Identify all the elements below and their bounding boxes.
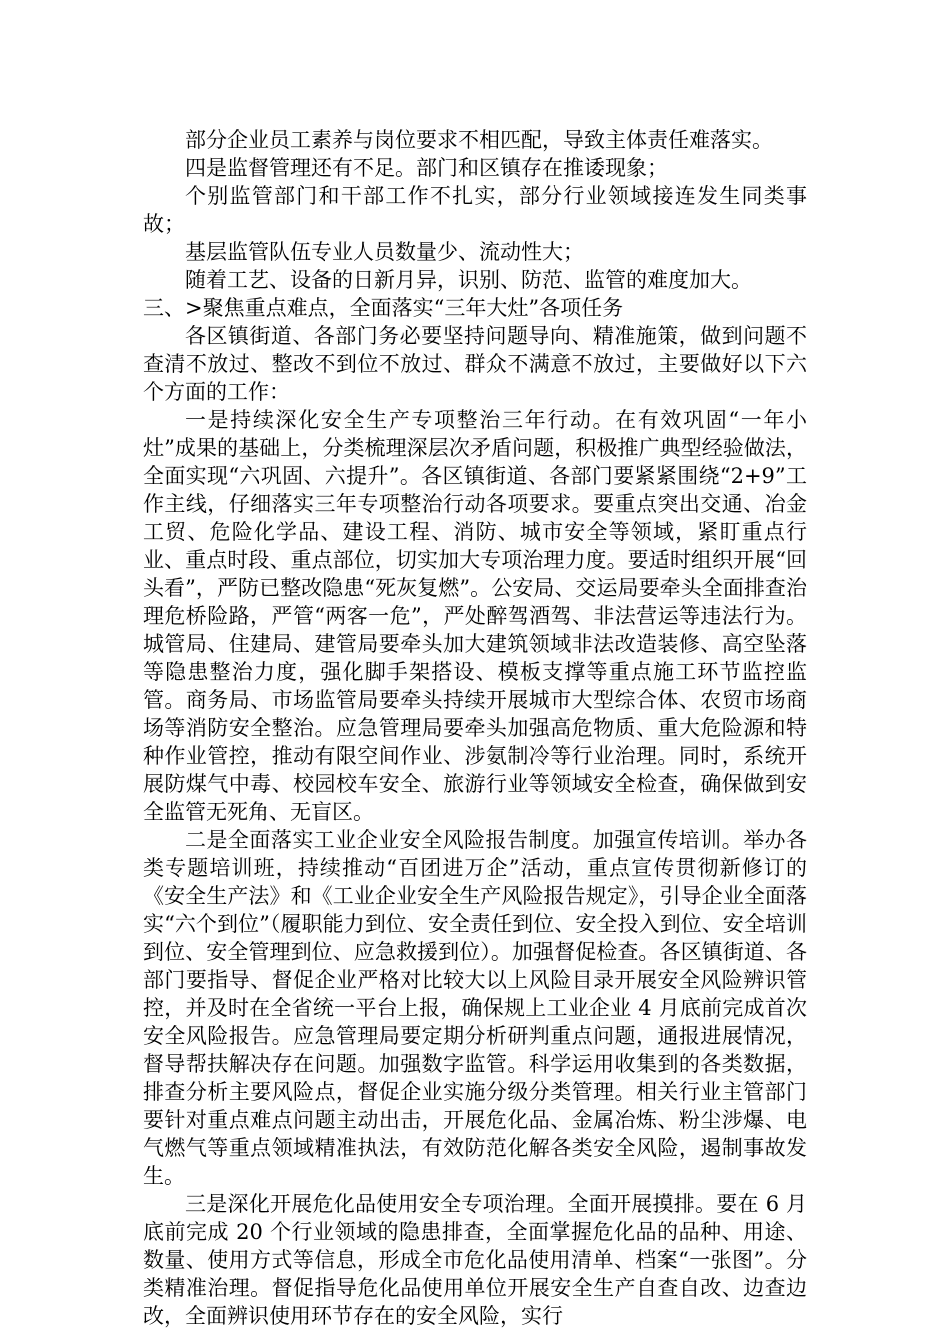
paragraph: 四是监督管理还有不足。部门和区镇存在推诿现象； <box>185 156 668 180</box>
paragraph: 部分企业员工素养与岗位要求不相匹配，导致主体责任难落实。 <box>185 128 773 152</box>
paragraph: 随着工艺、设备的日新月异，识别、防范、监管的难度加大。 <box>185 268 752 292</box>
document-body <box>143 126 807 1330</box>
paragraph: 三是深化开展危化品使用安全专项治理。全面开展摸排。要在 6 月底前完成 20 个行业领域的隐患排查，全面掌握危化品的品种、用途、数量、使用方式等信息，形成全市危化品使用清单、档案“一张图”。分类精准治理。督促指导危化品使用单位开展安全生产自查自改、边查边改，全面辨识使用环节存在的安全风险，实行 <box>143 1192 807 1328</box>
paragraph: 个别监管部门和干部工作不扎实，部分行业领域接连发生同类事故； <box>143 184 807 236</box>
paragraph: 基层监管队伍专业人员数量少、流动性大； <box>185 240 584 264</box>
section-heading: 三、>聚焦重点难点，全面落实“三年大灶”各项任务 <box>143 296 624 320</box>
paragraph: 二是全面落实工业企业安全风险报告制度。加强宣传培训。举办各类专题培训班，持续推动“百团进万企”活动，重点宣传贯彻新修订的《安全生产法》和《工业企业安全生产风险报告规定》，引导企业全面落实“六个到位”（履职能力到位、安全责任到位、安全投入到位、安全培训到位、安全管理到位、应急救援到位）。加强督促检查。各区镇街道、各部门要指导、督促企业严格对比较大以上风险目录开展安全风险辨识管控，并及时在全省统一平台上报，确保规上工业企业 4 月底前完成首次安全风险报告。应急管理局要定期分析研判重点问题，通报进展情况，督导帮扶解决存在问题。加强数字监管。科学运用收集到的各类数据，排查分析主要风险点，督促企业实施分级分类管理。相关行业主管部门要针对重点难点问题主动出击，开展危化品、金属冶炼、粉尘涉爆、电气燃气等重点领域精准执法，有效防范化解各类安全风险，遏制事故发生。 <box>143 828 807 1188</box>
paragraph: 各区镇街道、各部门务必要坚持问题导向、精准施策，做到问题不查清不放过、整改不到位不放过、群众不满意不放过，主要做好以下六个方面的工作： <box>143 324 807 404</box>
paragraph: 一是持续深化安全生产专项整治三年行动。在有效巩固“一年小灶”成果的基础上，分类梳理深层次矛盾问题，积极推广典型经验做法，全面实现“六巩固、六提升”。各区镇街道、各部门要紧紧围绕“2+9”工作主线，仔细落实三年专项整治行动各项要求。要重点突出交通、冶金工贸、危险化学品、建设工程、消防、城市安全等领域，紧盯重点行业、重点时段、重点部位，切实加大专项治理力度。要适时组织开展“回头看”，严防已整改隐患“死灰复燃”。公安局、交运局要牵头全面排查治理危桥险路，严管“两客一危”，严处醉驾酒驾、非法营运等违法行为。城管局、住建局、建管局要牵头加大建筑领域非法改造装修、高空坠落等隐患整治力度，强化脚手架搭设、模板支撑等重点施工环节监控监管。商务局、市场监管局要牵头持续开展城市大型综合体、农贸市场商场等消防安全整治。应急管理局要牵头加强高危物质、重大危险源和特种作业管控，推动有限空间作业、涉氨制冷等行业治理。同时，系统开展防煤气中毒、校园校车安全、旅游行业等领域安全检查，确保做到安全监管无死角、无盲区。 <box>143 408 807 824</box>
